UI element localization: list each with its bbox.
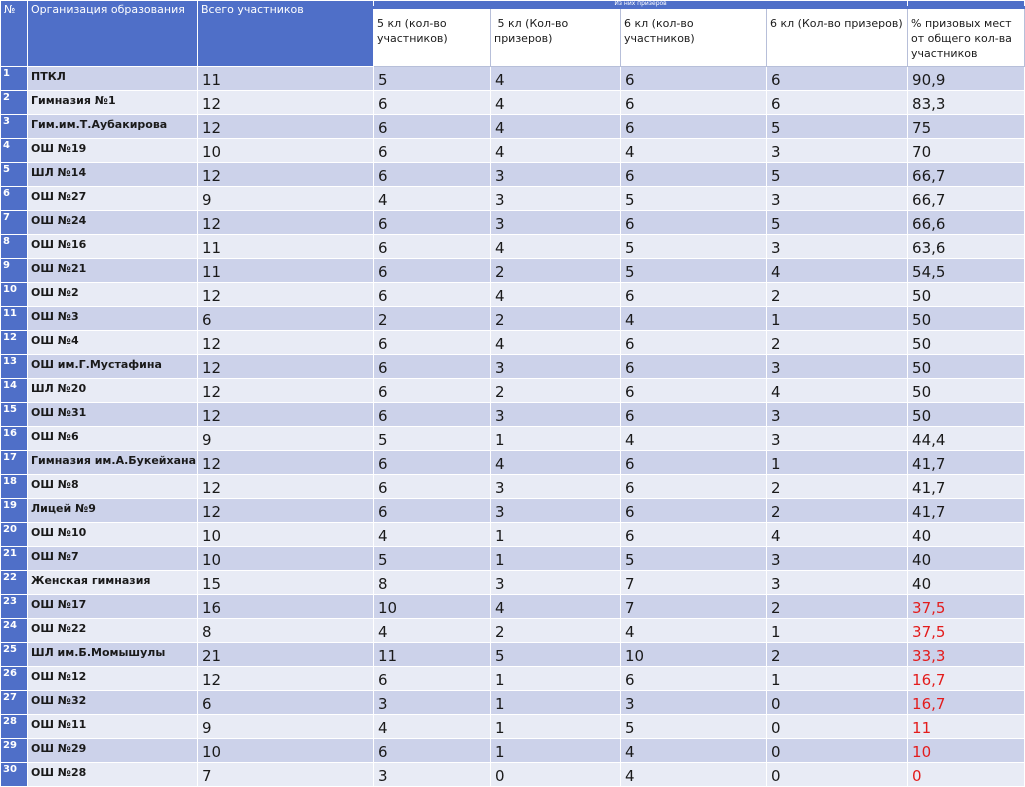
winner-percent: 41,7 xyxy=(908,475,1025,499)
row-number: 11 xyxy=(1,307,28,331)
table-row xyxy=(1,691,1025,715)
row-number: 27 xyxy=(1,691,28,715)
grade6-winners: 6 xyxy=(767,67,908,91)
grade5-winners: 1 xyxy=(491,547,621,571)
grade5-winners: 2 xyxy=(491,307,621,331)
header-row xyxy=(1,1,1025,8)
grade5-participants: 4 xyxy=(374,187,491,211)
row-number: 3 xyxy=(1,115,28,139)
grade6-winners: 0 xyxy=(767,763,908,787)
grade6-participants: 4 xyxy=(621,307,767,331)
winner-percent: 37,5 xyxy=(908,595,1025,619)
grade6-participants: 10 xyxy=(621,643,767,667)
row-number: 6 xyxy=(1,187,28,211)
winner-percent: 50 xyxy=(908,331,1025,355)
grade6-participants: 6 xyxy=(621,91,767,115)
table-row xyxy=(1,187,1025,211)
grade6-winners: 5 xyxy=(767,115,908,139)
winner-percent: 50 xyxy=(908,307,1025,331)
grade5-winners: 1 xyxy=(491,691,621,715)
org-name: ОШ №3 xyxy=(28,307,198,331)
total-participants: 15 xyxy=(198,571,374,595)
grade6-participants: 6 xyxy=(621,355,767,379)
grade6-participants: 6 xyxy=(621,475,767,499)
table-row xyxy=(1,403,1025,427)
total-participants: 12 xyxy=(198,115,374,139)
org-name: ОШ №22 xyxy=(28,619,198,643)
row-number: 14 xyxy=(1,379,28,403)
grade5-participants: 6 xyxy=(374,499,491,523)
table-row xyxy=(1,739,1025,763)
org-name: ОШ №17 xyxy=(28,595,198,619)
table-row xyxy=(1,235,1025,259)
row-number: 9 xyxy=(1,259,28,283)
total-participants: 12 xyxy=(198,331,374,355)
grade6-winners: 4 xyxy=(767,259,908,283)
grade6-participants: 6 xyxy=(621,523,767,547)
winner-percent: 40 xyxy=(908,547,1025,571)
winner-percent: 66,6 xyxy=(908,211,1025,235)
grade5-participants: 11 xyxy=(374,643,491,667)
total-participants: 12 xyxy=(198,475,374,499)
winner-percent: 16,7 xyxy=(908,667,1025,691)
grade5-winners: 2 xyxy=(491,619,621,643)
grade6-winners: 1 xyxy=(767,307,908,331)
header-org: Организация образования xyxy=(28,1,198,67)
grade5-participants: 6 xyxy=(374,403,491,427)
org-name: ОШ №16 xyxy=(28,235,198,259)
winner-percent: 54,5 xyxy=(908,259,1025,283)
org-name: ОШ №19 xyxy=(28,139,198,163)
row-number: 1 xyxy=(1,67,28,91)
row-number: 7 xyxy=(1,211,28,235)
grade5-winners: 5 xyxy=(491,643,621,667)
grade5-participants: 3 xyxy=(374,691,491,715)
total-participants: 6 xyxy=(198,691,374,715)
table-row xyxy=(1,163,1025,187)
grade6-winners: 2 xyxy=(767,499,908,523)
grade6-winners: 2 xyxy=(767,595,908,619)
grade5-winners: 4 xyxy=(491,331,621,355)
grade5-participants: 6 xyxy=(374,283,491,307)
grade6-winners: 5 xyxy=(767,163,908,187)
grade5-participants: 4 xyxy=(374,523,491,547)
table-row xyxy=(1,355,1025,379)
row-number: 18 xyxy=(1,475,28,499)
table-row xyxy=(1,619,1025,643)
header-c6-winners: 6 кл (Кол-во призеров) xyxy=(767,8,908,67)
grade5-participants: 6 xyxy=(374,451,491,475)
grade6-participants: 4 xyxy=(621,139,767,163)
header-c5-participants: 5 кл (кол-во участников) xyxy=(374,8,491,67)
grade6-participants: 3 xyxy=(621,691,767,715)
winner-percent: 41,7 xyxy=(908,451,1025,475)
total-participants: 6 xyxy=(198,307,374,331)
org-name: ОШ №10 xyxy=(28,523,198,547)
grade6-participants: 4 xyxy=(621,739,767,763)
grade6-participants: 6 xyxy=(621,379,767,403)
grade5-participants: 5 xyxy=(374,547,491,571)
total-participants: 11 xyxy=(198,67,374,91)
table-row xyxy=(1,763,1025,787)
grade6-participants: 7 xyxy=(621,595,767,619)
row-number: 13 xyxy=(1,355,28,379)
grade6-winners: 5 xyxy=(767,211,908,235)
grade5-participants: 4 xyxy=(374,715,491,739)
grade6-winners: 2 xyxy=(767,475,908,499)
total-participants: 8 xyxy=(198,619,374,643)
winner-percent: 16,7 xyxy=(908,691,1025,715)
total-participants: 12 xyxy=(198,499,374,523)
grade5-participants: 6 xyxy=(374,235,491,259)
grade5-participants: 6 xyxy=(374,355,491,379)
org-name: Гим.им.Т.Аубакирова xyxy=(28,115,198,139)
winner-percent: 44,4 xyxy=(908,427,1025,451)
table-row xyxy=(1,91,1025,115)
org-name: ОШ №27 xyxy=(28,187,198,211)
grade6-winners: 4 xyxy=(767,523,908,547)
header-num: № xyxy=(1,1,28,67)
table-row xyxy=(1,283,1025,307)
table-row xyxy=(1,331,1025,355)
table-row xyxy=(1,307,1025,331)
total-participants: 10 xyxy=(198,523,374,547)
grade6-winners: 0 xyxy=(767,715,908,739)
grade5-winners: 2 xyxy=(491,259,621,283)
table-row xyxy=(1,451,1025,475)
grade6-participants: 6 xyxy=(621,115,767,139)
winner-percent: 50 xyxy=(908,403,1025,427)
grade5-winners: 4 xyxy=(491,91,621,115)
table-row xyxy=(1,499,1025,523)
row-number: 10 xyxy=(1,283,28,307)
header-total: Всего участников xyxy=(198,1,374,67)
org-name: ОШ №24 xyxy=(28,211,198,235)
grade6-winners: 1 xyxy=(767,451,908,475)
grade5-winners: 4 xyxy=(491,115,621,139)
grade6-participants: 7 xyxy=(621,571,767,595)
grade5-winners: 4 xyxy=(491,67,621,91)
row-number: 30 xyxy=(1,763,28,787)
grade5-participants: 6 xyxy=(374,163,491,187)
grade5-winners: 3 xyxy=(491,499,621,523)
grade5-winners: 0 xyxy=(491,763,621,787)
table-row xyxy=(1,379,1025,403)
grade5-winners: 3 xyxy=(491,475,621,499)
grade6-participants: 6 xyxy=(621,283,767,307)
grade6-participants: 5 xyxy=(621,259,767,283)
winner-percent: 90,9 xyxy=(908,67,1025,91)
org-name: ОШ №7 xyxy=(28,547,198,571)
row-number: 25 xyxy=(1,643,28,667)
grade5-participants: 6 xyxy=(374,91,491,115)
row-number: 4 xyxy=(1,139,28,163)
grade6-participants: 6 xyxy=(621,331,767,355)
table-row xyxy=(1,211,1025,235)
total-participants: 21 xyxy=(198,643,374,667)
total-participants: 12 xyxy=(198,283,374,307)
row-number: 23 xyxy=(1,595,28,619)
grade5-winners: 3 xyxy=(491,571,621,595)
grade5-winners: 4 xyxy=(491,235,621,259)
winner-percent: 0 xyxy=(908,763,1025,787)
total-participants: 16 xyxy=(198,595,374,619)
grade5-participants: 6 xyxy=(374,139,491,163)
grade6-winners: 3 xyxy=(767,355,908,379)
grade5-participants: 6 xyxy=(374,739,491,763)
winner-percent: 33,3 xyxy=(908,643,1025,667)
winner-percent: 41,7 xyxy=(908,499,1025,523)
grade6-winners: 3 xyxy=(767,547,908,571)
total-participants: 12 xyxy=(198,379,374,403)
winner-percent: 66,7 xyxy=(908,187,1025,211)
grade5-winners: 3 xyxy=(491,355,621,379)
table-row xyxy=(1,427,1025,451)
grade6-participants: 6 xyxy=(621,499,767,523)
org-name: ШЛ №14 xyxy=(28,163,198,187)
total-participants: 12 xyxy=(198,355,374,379)
winner-percent: 11 xyxy=(908,715,1025,739)
grade5-winners: 1 xyxy=(491,739,621,763)
grade6-participants: 6 xyxy=(621,403,767,427)
winner-percent: 63,6 xyxy=(908,235,1025,259)
table-row xyxy=(1,139,1025,163)
grade5-winners: 4 xyxy=(491,283,621,307)
grade5-participants: 6 xyxy=(374,475,491,499)
winner-percent: 40 xyxy=(908,523,1025,547)
grade5-winners: 1 xyxy=(491,667,621,691)
grade5-winners: 3 xyxy=(491,211,621,235)
grade5-participants: 2 xyxy=(374,307,491,331)
org-name: Женская гимназия xyxy=(28,571,198,595)
table-row xyxy=(1,715,1025,739)
grade5-participants: 6 xyxy=(374,667,491,691)
header-c5-winners: 5 кл (Кол-во призеров) xyxy=(491,8,621,67)
grade6-participants: 4 xyxy=(621,763,767,787)
grade6-participants: 6 xyxy=(621,163,767,187)
grade6-participants: 6 xyxy=(621,211,767,235)
grade5-winners: 4 xyxy=(491,451,621,475)
grade6-winners: 1 xyxy=(767,667,908,691)
table-row xyxy=(1,667,1025,691)
winner-percent: 66,7 xyxy=(908,163,1025,187)
grade6-winners: 2 xyxy=(767,643,908,667)
row-number: 17 xyxy=(1,451,28,475)
winner-percent: 10 xyxy=(908,739,1025,763)
grade5-participants: 3 xyxy=(374,763,491,787)
row-number: 12 xyxy=(1,331,28,355)
row-number: 2 xyxy=(1,91,28,115)
grade6-winners: 3 xyxy=(767,187,908,211)
total-participants: 12 xyxy=(198,211,374,235)
grade5-participants: 6 xyxy=(374,115,491,139)
row-number: 21 xyxy=(1,547,28,571)
grade6-winners: 3 xyxy=(767,571,908,595)
grade5-winners: 1 xyxy=(491,523,621,547)
org-name: ОШ №12 xyxy=(28,667,198,691)
org-name: ОШ №11 xyxy=(28,715,198,739)
winner-percent: 83,3 xyxy=(908,91,1025,115)
org-name: ОШ №21 xyxy=(28,259,198,283)
grade5-winners: 3 xyxy=(491,163,621,187)
grade5-participants: 5 xyxy=(374,427,491,451)
grade6-participants: 5 xyxy=(621,715,767,739)
table-row xyxy=(1,595,1025,619)
org-name: ШЛ им.Б.Момышулы xyxy=(28,643,198,667)
row-number: 5 xyxy=(1,163,28,187)
grade6-participants: 4 xyxy=(621,619,767,643)
grade5-participants: 5 xyxy=(374,67,491,91)
grade5-participants: 4 xyxy=(374,619,491,643)
grade6-winners: 0 xyxy=(767,691,908,715)
row-number: 16 xyxy=(1,427,28,451)
winner-percent: 40 xyxy=(908,571,1025,595)
grade5-participants: 6 xyxy=(374,259,491,283)
total-participants: 9 xyxy=(198,715,374,739)
header-pct-top xyxy=(908,1,1025,8)
grade6-participants: 4 xyxy=(621,427,767,451)
grade6-winners: 2 xyxy=(767,283,908,307)
grade5-participants: 10 xyxy=(374,595,491,619)
org-name: ОШ №31 xyxy=(28,403,198,427)
grade6-winners: 0 xyxy=(767,739,908,763)
row-number: 26 xyxy=(1,667,28,691)
header-group: Из них призеров xyxy=(374,1,908,8)
grade6-participants: 5 xyxy=(621,235,767,259)
grade5-participants: 8 xyxy=(374,571,491,595)
row-number: 28 xyxy=(1,715,28,739)
total-participants: 10 xyxy=(198,139,374,163)
grade5-winners: 1 xyxy=(491,715,621,739)
grade6-winners: 2 xyxy=(767,331,908,355)
grade5-winners: 3 xyxy=(491,403,621,427)
total-participants: 12 xyxy=(198,163,374,187)
org-name: Гимназия им.А.Букейхана xyxy=(28,451,198,475)
org-name: ОШ №32 xyxy=(28,691,198,715)
total-participants: 11 xyxy=(198,259,374,283)
grade6-participants: 6 xyxy=(621,451,767,475)
grade5-winners: 3 xyxy=(491,187,621,211)
table-row xyxy=(1,259,1025,283)
table-body xyxy=(1,67,1025,787)
total-participants: 7 xyxy=(198,763,374,787)
table-row xyxy=(1,523,1025,547)
total-participants: 12 xyxy=(198,403,374,427)
grade5-participants: 6 xyxy=(374,379,491,403)
grade5-participants: 6 xyxy=(374,211,491,235)
grade6-participants: 5 xyxy=(621,547,767,571)
grade6-winners: 4 xyxy=(767,379,908,403)
table-row xyxy=(1,547,1025,571)
header-c6-participants: 6 кл (кол-во участников) xyxy=(621,8,767,67)
grade6-winners: 1 xyxy=(767,619,908,643)
row-number: 22 xyxy=(1,571,28,595)
total-participants: 10 xyxy=(198,739,374,763)
total-participants: 10 xyxy=(198,547,374,571)
table-row xyxy=(1,475,1025,499)
org-name: ШЛ №20 xyxy=(28,379,198,403)
table-row xyxy=(1,67,1025,91)
grade6-participants: 6 xyxy=(621,667,767,691)
grade6-winners: 3 xyxy=(767,427,908,451)
grade5-winners: 4 xyxy=(491,139,621,163)
total-participants: 9 xyxy=(198,427,374,451)
total-participants: 11 xyxy=(198,235,374,259)
row-number: 19 xyxy=(1,499,28,523)
org-name: Лицей №9 xyxy=(28,499,198,523)
table-row xyxy=(1,571,1025,595)
table-row xyxy=(1,643,1025,667)
grade6-winners: 3 xyxy=(767,139,908,163)
total-participants: 12 xyxy=(198,667,374,691)
org-name: ОШ №6 xyxy=(28,427,198,451)
winner-percent: 70 xyxy=(908,139,1025,163)
org-name: ОШ им.Г.Мустафина xyxy=(28,355,198,379)
winner-percent: 50 xyxy=(908,379,1025,403)
header-pct: % призовых мест от общего кол-ва участников xyxy=(908,8,1025,67)
grade5-winners: 1 xyxy=(491,427,621,451)
row-number: 29 xyxy=(1,739,28,763)
winner-percent: 50 xyxy=(908,283,1025,307)
row-number: 24 xyxy=(1,619,28,643)
org-name: ОШ №28 xyxy=(28,763,198,787)
row-number: 20 xyxy=(1,523,28,547)
grade5-winners: 4 xyxy=(491,595,621,619)
grade6-winners: 3 xyxy=(767,403,908,427)
table-row xyxy=(1,115,1025,139)
total-participants: 12 xyxy=(198,91,374,115)
total-participants: 12 xyxy=(198,451,374,475)
grade6-winners: 6 xyxy=(767,91,908,115)
org-name: ПТКЛ xyxy=(28,67,198,91)
org-name: ОШ №29 xyxy=(28,739,198,763)
row-number: 15 xyxy=(1,403,28,427)
winner-percent: 50 xyxy=(908,355,1025,379)
grade5-participants: 6 xyxy=(374,331,491,355)
grade6-winners: 3 xyxy=(767,235,908,259)
org-name: Гимназия №1 xyxy=(28,91,198,115)
total-participants: 9 xyxy=(198,187,374,211)
row-number: 8 xyxy=(1,235,28,259)
grade6-participants: 6 xyxy=(621,67,767,91)
grade6-participants: 5 xyxy=(621,187,767,211)
grade5-winners: 2 xyxy=(491,379,621,403)
winner-percent: 37,5 xyxy=(908,619,1025,643)
org-name: ОШ №4 xyxy=(28,331,198,355)
winner-percent: 75 xyxy=(908,115,1025,139)
org-name: ОШ №8 xyxy=(28,475,198,499)
org-name: ОШ №2 xyxy=(28,283,198,307)
